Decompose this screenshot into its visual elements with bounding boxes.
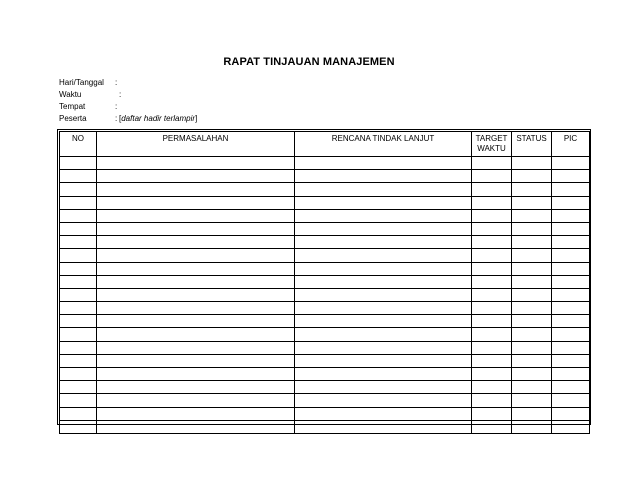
cell-pic (552, 420, 590, 433)
cell-status (512, 275, 552, 288)
cell-status (512, 354, 552, 367)
cell-permasalahan (97, 381, 295, 394)
table-row (60, 288, 590, 301)
cell-target-waktu (472, 288, 512, 301)
cell-permasalahan (97, 328, 295, 341)
cell-status (512, 315, 552, 328)
cell-rencana-tindak-lanjut (295, 354, 472, 367)
cell-pic (552, 236, 590, 249)
cell-no (60, 354, 97, 367)
cell-no (60, 275, 97, 288)
cell-rencana-tindak-lanjut (295, 262, 472, 275)
table-row (60, 407, 590, 420)
cell-rencana-tindak-lanjut (295, 222, 472, 235)
table-header-row (60, 132, 590, 157)
cell-target-waktu (472, 354, 512, 367)
table-row (60, 394, 590, 407)
action-table-frame (57, 129, 591, 425)
cell-no (60, 368, 97, 381)
cell-status (512, 381, 552, 394)
participants-value (119, 113, 197, 125)
cell-pic (552, 262, 590, 275)
cell-rencana-tindak-lanjut (295, 157, 472, 170)
cell-target-waktu (472, 275, 512, 288)
cell-target-waktu (472, 236, 512, 249)
table-row (60, 262, 590, 275)
bracket-open: [ (119, 114, 122, 123)
cell-target-waktu (472, 222, 512, 235)
cell-pic (552, 302, 590, 315)
cell-rencana-tindak-lanjut (295, 183, 472, 196)
cell-status (512, 368, 552, 381)
cell-status (512, 222, 552, 235)
meeting-info-label: Waktu (59, 90, 82, 99)
table-row (60, 302, 590, 315)
cell-permasalahan (97, 420, 295, 433)
cell-status (512, 249, 552, 262)
action-table (59, 131, 590, 434)
cell-no (60, 302, 97, 315)
table-row (60, 368, 590, 381)
cell-status (512, 196, 552, 209)
column-header-rencana-tindak-lanjut: RENCANA TINDAK LANJUT (295, 132, 472, 157)
cell-status (512, 209, 552, 222)
cell-rencana-tindak-lanjut (295, 236, 472, 249)
cell-no (60, 249, 97, 262)
cell-rencana-tindak-lanjut (295, 328, 472, 341)
table-row (60, 196, 590, 209)
cell-pic (552, 275, 590, 288)
meeting-info-label: Tempat (59, 102, 86, 111)
cell-status (512, 170, 552, 183)
cell-rencana-tindak-lanjut (295, 315, 472, 328)
cell-permasalahan (97, 183, 295, 196)
cell-no (60, 157, 97, 170)
cell-permasalahan (97, 368, 295, 381)
table-row (60, 354, 590, 367)
cell-status (512, 183, 552, 196)
cell-permasalahan (97, 275, 295, 288)
cell-no (60, 262, 97, 275)
cell-permasalahan (97, 209, 295, 222)
cell-no (60, 315, 97, 328)
column-header-pic: PIC (552, 132, 590, 157)
cell-rencana-tindak-lanjut (295, 341, 472, 354)
cell-pic (552, 341, 590, 354)
cell-rencana-tindak-lanjut (295, 394, 472, 407)
cell-rencana-tindak-lanjut (295, 420, 472, 433)
cell-no (60, 407, 97, 420)
cell-no (60, 381, 97, 394)
cell-permasalahan (97, 394, 295, 407)
cell-pic (552, 394, 590, 407)
cell-pic (552, 222, 590, 235)
cell-permasalahan (97, 262, 295, 275)
table-row (60, 381, 590, 394)
cell-pic (552, 407, 590, 420)
meeting-info-label: Hari/Tanggal (59, 78, 104, 87)
cell-no (60, 394, 97, 407)
cell-permasalahan (97, 407, 295, 420)
cell-target-waktu (472, 315, 512, 328)
cell-pic (552, 209, 590, 222)
cell-pic (552, 249, 590, 262)
cell-pic (552, 381, 590, 394)
cell-no (60, 170, 97, 183)
cell-target-waktu (472, 420, 512, 433)
cell-status (512, 328, 552, 341)
meeting-info-colon: : (115, 102, 118, 111)
cell-no (60, 196, 97, 209)
meeting-info-label: Peserta (59, 114, 87, 123)
column-header-permasalahan: PERMASALAHAN (97, 132, 295, 157)
cell-permasalahan (97, 170, 295, 183)
cell-no (60, 341, 97, 354)
cell-target-waktu (472, 328, 512, 341)
cell-permasalahan (97, 222, 295, 235)
cell-target-waktu (472, 157, 512, 170)
cell-rencana-tindak-lanjut (295, 288, 472, 301)
cell-status (512, 407, 552, 420)
cell-rencana-tindak-lanjut (295, 275, 472, 288)
meeting-info-colon: : (115, 114, 118, 123)
cell-rencana-tindak-lanjut (295, 249, 472, 262)
cell-permasalahan (97, 196, 295, 209)
meeting-info-colon: : (119, 90, 122, 99)
meeting-info-colon: : (115, 78, 118, 87)
cell-rencana-tindak-lanjut (295, 368, 472, 381)
cell-status (512, 341, 552, 354)
cell-target-waktu (472, 249, 512, 262)
table-row (60, 209, 590, 222)
table-row (60, 170, 590, 183)
cell-no (60, 222, 97, 235)
table-row (60, 328, 590, 341)
document-title: RAPAT TINJAUAN MANAJEMEN (223, 56, 395, 68)
cell-target-waktu (472, 394, 512, 407)
cell-pic (552, 288, 590, 301)
cell-rencana-tindak-lanjut (295, 196, 472, 209)
bracket-close: ] (195, 114, 198, 123)
cell-pic (552, 315, 590, 328)
cell-pic (552, 196, 590, 209)
cell-target-waktu (472, 170, 512, 183)
cell-permasalahan (97, 157, 295, 170)
cell-status (512, 157, 552, 170)
cell-no (60, 420, 97, 433)
column-header-status: STATUS (512, 132, 552, 157)
column-header-target-waktu: TARGET WAKTU (472, 132, 512, 157)
cell-rencana-tindak-lanjut (295, 302, 472, 315)
cell-permasalahan (97, 315, 295, 328)
cell-pic (552, 170, 590, 183)
table-row (60, 157, 590, 170)
cell-status (512, 262, 552, 275)
cell-rencana-tindak-lanjut (295, 381, 472, 394)
cell-pic (552, 157, 590, 170)
cell-target-waktu (472, 381, 512, 394)
table-row (60, 315, 590, 328)
cell-no (60, 328, 97, 341)
cell-status (512, 302, 552, 315)
cell-status (512, 288, 552, 301)
cell-target-waktu (472, 407, 512, 420)
cell-no (60, 183, 97, 196)
cell-rencana-tindak-lanjut (295, 209, 472, 222)
cell-pic (552, 354, 590, 367)
cell-target-waktu (472, 302, 512, 315)
column-header-no: NO (60, 132, 97, 157)
cell-permasalahan (97, 354, 295, 367)
cell-no (60, 236, 97, 249)
table-body (60, 157, 590, 434)
table-row (60, 341, 590, 354)
table-row (60, 420, 590, 433)
cell-target-waktu (472, 196, 512, 209)
cell-target-waktu (472, 368, 512, 381)
table-row (60, 249, 590, 262)
table-row (60, 275, 590, 288)
cell-status (512, 420, 552, 433)
cell-permasalahan (97, 249, 295, 262)
table-row (60, 222, 590, 235)
cell-target-waktu (472, 209, 512, 222)
table-row (60, 183, 590, 196)
cell-rencana-tindak-lanjut (295, 170, 472, 183)
table-row (60, 236, 590, 249)
cell-status (512, 394, 552, 407)
cell-permasalahan (97, 302, 295, 315)
cell-pic (552, 183, 590, 196)
participants-text: daftar hadir terlampir (121, 114, 196, 123)
cell-pic (552, 368, 590, 381)
cell-no (60, 288, 97, 301)
cell-pic (552, 328, 590, 341)
cell-permasalahan (97, 236, 295, 249)
cell-target-waktu (472, 262, 512, 275)
cell-permasalahan (97, 288, 295, 301)
cell-permasalahan (97, 341, 295, 354)
cell-status (512, 236, 552, 249)
cell-rencana-tindak-lanjut (295, 407, 472, 420)
cell-target-waktu (472, 183, 512, 196)
cell-target-waktu (472, 341, 512, 354)
cell-no (60, 209, 97, 222)
